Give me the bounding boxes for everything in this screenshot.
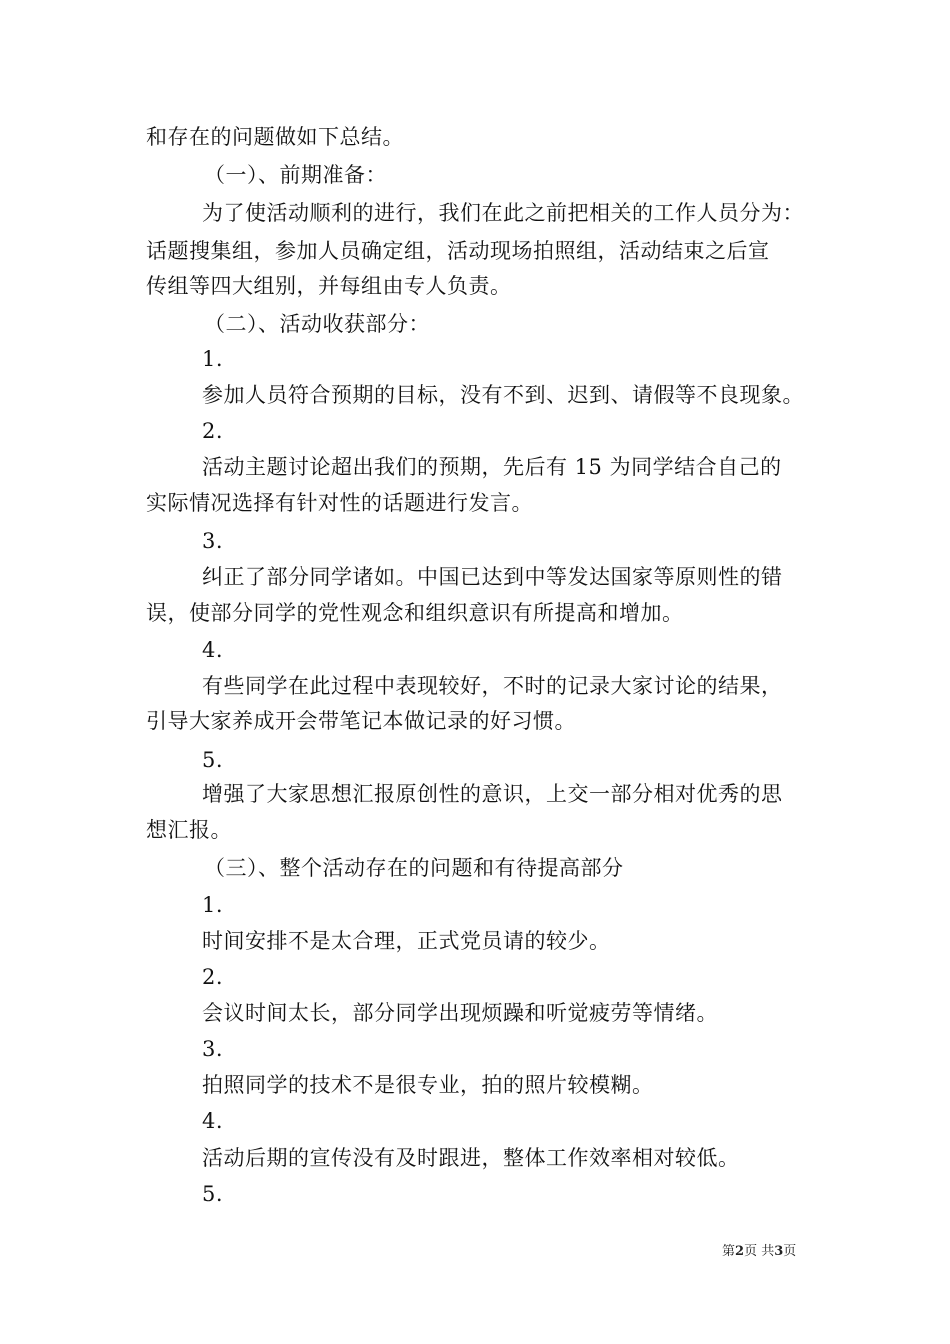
footer-page-number: 2	[735, 1244, 745, 1259]
list-item-text: 会议时间太长，部分同学出现烦躁和听觉疲劳等情绪。	[202, 1001, 718, 1025]
list-item-text: 活动主题讨论超出我们的预期，先后有 15 为同学结合自己的	[202, 455, 782, 479]
footer-suffix: 页	[783, 1244, 797, 1259]
section-heading-2: （二）、活动收获部分：	[204, 312, 430, 336]
list-item-text: 误，使部分同学的党性观念和组织意识有所提高和增加。	[146, 601, 684, 625]
list-number: 5.	[202, 1182, 224, 1206]
list-number: 1.	[202, 893, 224, 917]
list-number: 2.	[202, 419, 224, 443]
list-item-text: 时间安排不是太合理，正式党员请的较少。	[202, 929, 611, 953]
section-heading-1: （一）、前期准备：	[204, 163, 387, 187]
list-number: 5.	[202, 748, 224, 772]
list-item-text: 实际情况选择有针对性的话题进行发言。	[146, 491, 533, 515]
footer-middle: 页 共	[744, 1244, 775, 1259]
list-number: 1.	[202, 347, 224, 371]
list-item-text: 引导大家养成开会带笔记本做记录的好习惯。	[146, 709, 576, 733]
list-number: 4.	[202, 638, 224, 662]
footer-prefix: 第	[722, 1244, 736, 1259]
footer-total-pages: 3	[774, 1244, 784, 1259]
list-number: 4.	[202, 1109, 224, 1133]
list-number: 2.	[202, 965, 224, 989]
list-item-text: 有些同学在此过程中表现较好，不时的记录大家讨论的结果，	[202, 674, 783, 698]
list-item-text: 活动后期的宣传没有及时跟进，整体工作效率相对较低。	[202, 1146, 740, 1170]
section-heading-3: （三）、整个活动存在的问题和有待提高部分	[204, 856, 624, 880]
page-footer	[722, 1243, 796, 1261]
list-item-text: 纠正了部分同学诸如。中国已达到中等发达国家等原则性的错	[202, 565, 783, 589]
list-number: 3.	[202, 1037, 224, 1061]
list-number: 3.	[202, 529, 224, 553]
paragraph-continuation: 和存在的问题做如下总结。	[146, 125, 404, 149]
list-item-text: 想汇报。	[146, 818, 232, 842]
list-item-text: 参加人员符合预期的目标，没有不到、迟到、请假等不良现象。	[202, 383, 804, 407]
list-item-text: 拍照同学的技术不是很专业，拍的照片较模糊。	[202, 1073, 654, 1097]
paragraph-line: 为了使活动顺利的进行，我们在此之前把相关的工作人员分为：	[202, 201, 804, 225]
paragraph-line: 传组等四大组别，并每组由专人负责。	[146, 274, 512, 298]
paragraph-line: 话题搜集组，参加人员确定组，活动现场拍照组，活动结束之后宣	[146, 239, 770, 263]
list-item-text: 增强了大家思想汇报原创性的意识，上交一部分相对优秀的思	[202, 782, 783, 806]
